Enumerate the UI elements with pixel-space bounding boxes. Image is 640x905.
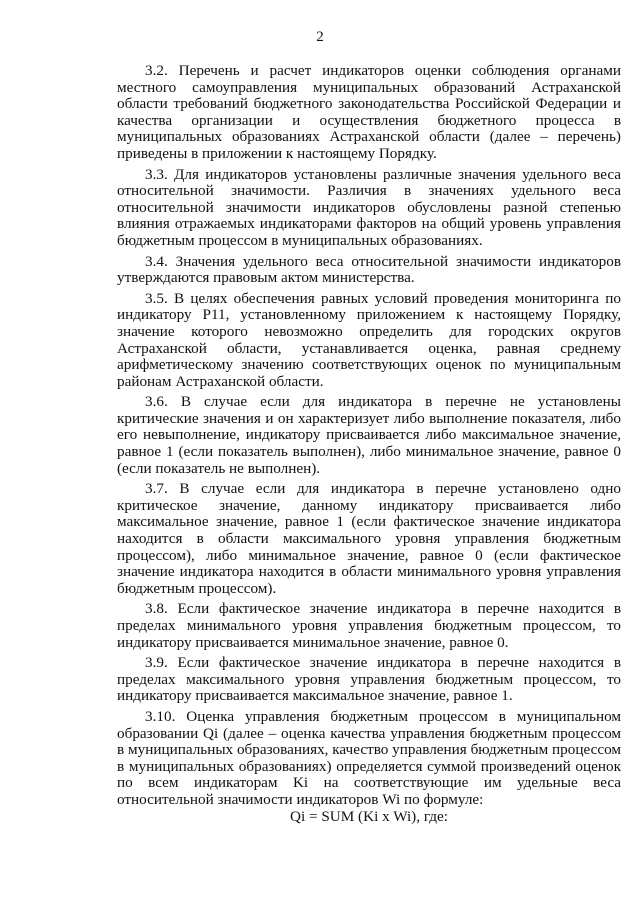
document-body xyxy=(117,63,621,825)
paragraph-3-8: 3.8. Если фактическое значение индикатора в перечне находится в пределах минимального уровня управления бюджетным процессом, то индикатору присваивается минимальное значение, равное 0. xyxy=(117,600,621,651)
paragraph-3-7: 3.7. В случае если для индикатора в перечне установлено одно критическое значение, данному индикатору присваивается либо максимальное значение, равное 1 (если фактическое значение индикатора находится в области максимального уровня управления бюджетным процессом), либо минимальное значение, равное 0 (если фактическое значение индикатора находится в области минимального уровня управления бюджетным процессом). xyxy=(117,480,621,597)
paragraph-3-6: 3.6. В случае если для индикатора в перечне не установлены критические значения и он характеризует либо выполнение показателя, либо его невыполнение, индикатору присваивается либо максимальное значение, равное 1 (если показатель выполнен), либо минимальное значение, равное 0 (если показатель не выполнен). xyxy=(117,393,621,477)
paragraph-3-2: 3.2. Перечень и расчет индикаторов оценки соблюдения органами местного самоуправления муниципальных образований Астраханской области требований бюджетного законодательства Российской Федерации и качества организации и осуществления бюджетного процесса в муниципальных образованиях Астраханской области (далее – перечень) приведены в приложении к настоящему Порядку. xyxy=(117,62,621,162)
paragraph-3-5: 3.5. В целях обеспечения равных условий проведения мониторинга по индикатору P11, установленному приложением к настоящему Порядку, значение которого невозможно определить для городских округов Астраханской области, устанавливается оценка, равная среднему арифметическому значению соответствующих оценок по муниципальным районам Астраханской области. xyxy=(117,289,621,390)
formula: Qi = SUM (Ki x Wi), где: xyxy=(290,807,448,825)
paragraph-3-10: 3.10. Оценка управления бюджетным процессом в муниципальном образовании Qi (далее – оценка качества управления бюджетным процессом в муниципальных образованиях, качество управления бюджетным процессом в муниципальных образованиях) определяется суммой произведений оценок по всем индикаторам Ki на соответствующие им удельные веса относительной значимости индикаторов Wi по формуле: xyxy=(117,707,621,808)
paragraph-3-9: 3.9. Если фактическое значение индикатора в перечне находится в пределах максимального уровня управления бюджетным процессом, то индикатору присваивается максимальное значение, равное 1. xyxy=(117,654,621,705)
paragraph-3-4: 3.4. Значения удельного веса относительной значимости индикаторов утверждаются правовым актом министерства. xyxy=(117,252,621,287)
paragraph-3-3: 3.3. Для индикаторов установлены различные значения удельного веса относительной значимости. Различия в значениях удельного веса относительной значимости индикаторов обусловлены разной степенью влияния отражаемых индикаторами факторов на общий уровень управления бюджетным процессом в муниципальных образованиях. xyxy=(117,165,621,249)
page-number: 2 xyxy=(316,29,324,45)
